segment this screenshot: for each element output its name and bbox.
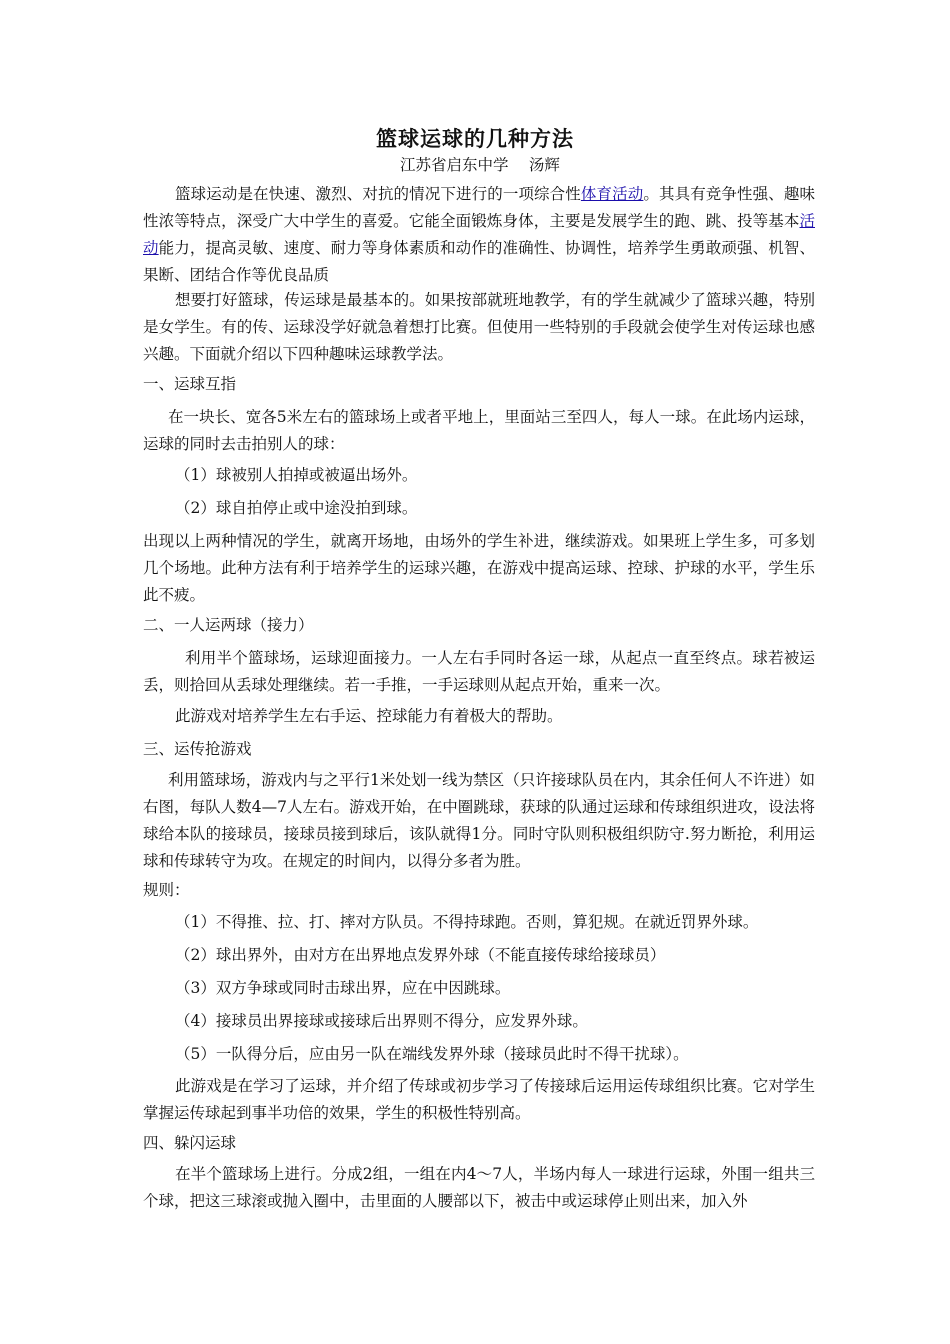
document-author: 江苏省启东中学 汤辉 [400, 156, 560, 174]
intro-text-c: 能力，提高灵敏、速度、耐力等身体素质和动作的准确性、协调性，培养学生勇敢顽强、机智、果断、团结合作等优良品质 [143, 239, 815, 284]
section1-item-1: （1）球被别人拍掉或被逼出场外。 [175, 466, 418, 484]
section3-heading: 三、运传抢游戏 [143, 740, 252, 758]
section3-rule-4: （4）接球员出界接球或接球后出界则不得分，应发界外球。 [175, 1012, 588, 1030]
section4-heading: 四、躲闪运球 [143, 1134, 237, 1152]
section3-rule-1: （1）不得推、拉、打、摔对方队员。不得持球跑。否则，算犯规。在就近罚界外球。 [175, 913, 759, 931]
section1-paragraph-1: 在一块长、宽各5米左右的篮球场上或者平地上，里面站三至四人，每人一球。在此场内运球，运球的同时去击拍别人的球： [143, 408, 815, 453]
intro-paragraph-2: 想要打好篮球，传运球是最基本的。如果按部就班地教学，有的学生就减少了篮球兴趣，特别是女学生。有的传、运球没学好就急着想打比赛。但使用一些特别的手段就会使学生对传运球也感兴趣。下面就介绍以下四种趣味运球教学法。 [143, 291, 815, 363]
intro-text-a: 篮球运动是在快速、激烈、对抗的情况下进行的一项综合性 [175, 185, 581, 203]
section3-paragraph-1: 利用篮球场，游戏内与之平行1米处划一线为禁区（只许接球队员在内，其余任何人不许进）如右图，每队人数4—7人左右。游戏开始，在中圈跳球，获球的队通过运球和传球组织进攻，设法将球给本队的接球员，接球员接到球后，该队就得1分。同时守队则积极组织防守.努力断抢，利用运球和传球转守为攻。在规定的时间内，以得分多者为胜。 [143, 771, 815, 870]
section2-heading: 二、一人运两球（接力） [143, 616, 314, 634]
section3-rule-3: （3）双方争球或同时击球出界，应在中因跳球。 [175, 979, 511, 997]
section1-item-2: （2）球自拍停止或中途没拍到球。 [175, 499, 418, 517]
link-activity[interactable]: 活动 [143, 212, 815, 257]
intro-text-b: 。其具有竞争性强、趣味性浓等特点，深受广大中学生的喜爱。它能全面锻炼身体，主要是发展学生的跑、跳、投等基本 [143, 185, 815, 230]
section2-paragraph-2: 此游戏对培养学生左右手运、控球能力有着极大的帮助。 [175, 707, 563, 725]
section3-rules-heading: 规则： [143, 881, 190, 899]
section2-paragraph-1: 利用半个篮球场，运球迎面接力。一人左右手同时各运一球，从起点一直至终点。球若被运丢，则拾回从丢球处理继续。若一手推，一手运球则从起点开始，重来一次。 [143, 649, 815, 694]
intro-paragraph-1 [143, 181, 815, 289]
section3-rule-2: （2）球出界外，由对方在出界地点发界外球（不能直接传球给接球员） [175, 946, 666, 964]
section4-paragraph-1: 在半个篮球场上进行。分成2组，一组在内4～7人，半场内每人一球进行运球，外围一组共三个球，把这三球滚或抛入圈中，击里面的人腰部以下，被击中或运球停止则出来，加入外 [143, 1165, 815, 1210]
section1-heading: 一、运球互指 [143, 375, 237, 393]
link-sports-activity[interactable]: 体育活动 [580, 185, 644, 203]
section3-rule-5: （5）一队得分后，应由另一队在端线发界外球（接球员此时不得干扰球）。 [175, 1045, 689, 1063]
section1-paragraph-2: 出现以上两种情况的学生，就离开场地，由场外的学生补进，继续游戏。如果班上学生多，可多划几个场地。此种方法有利于培养学生的运球兴趣，在游戏中提高运球、控球、护球的水平，学生乐此不疲。 [143, 532, 815, 604]
section3-paragraph-2: 此游戏是在学习了运球，并介绍了传球或初步学习了传接球后运用运传球组织比赛。它对学生掌握运传球起到事半功倍的效果，学生的积极性特别高。 [143, 1077, 815, 1122]
document-title: 篮球运球的几种方法 [376, 126, 574, 151]
